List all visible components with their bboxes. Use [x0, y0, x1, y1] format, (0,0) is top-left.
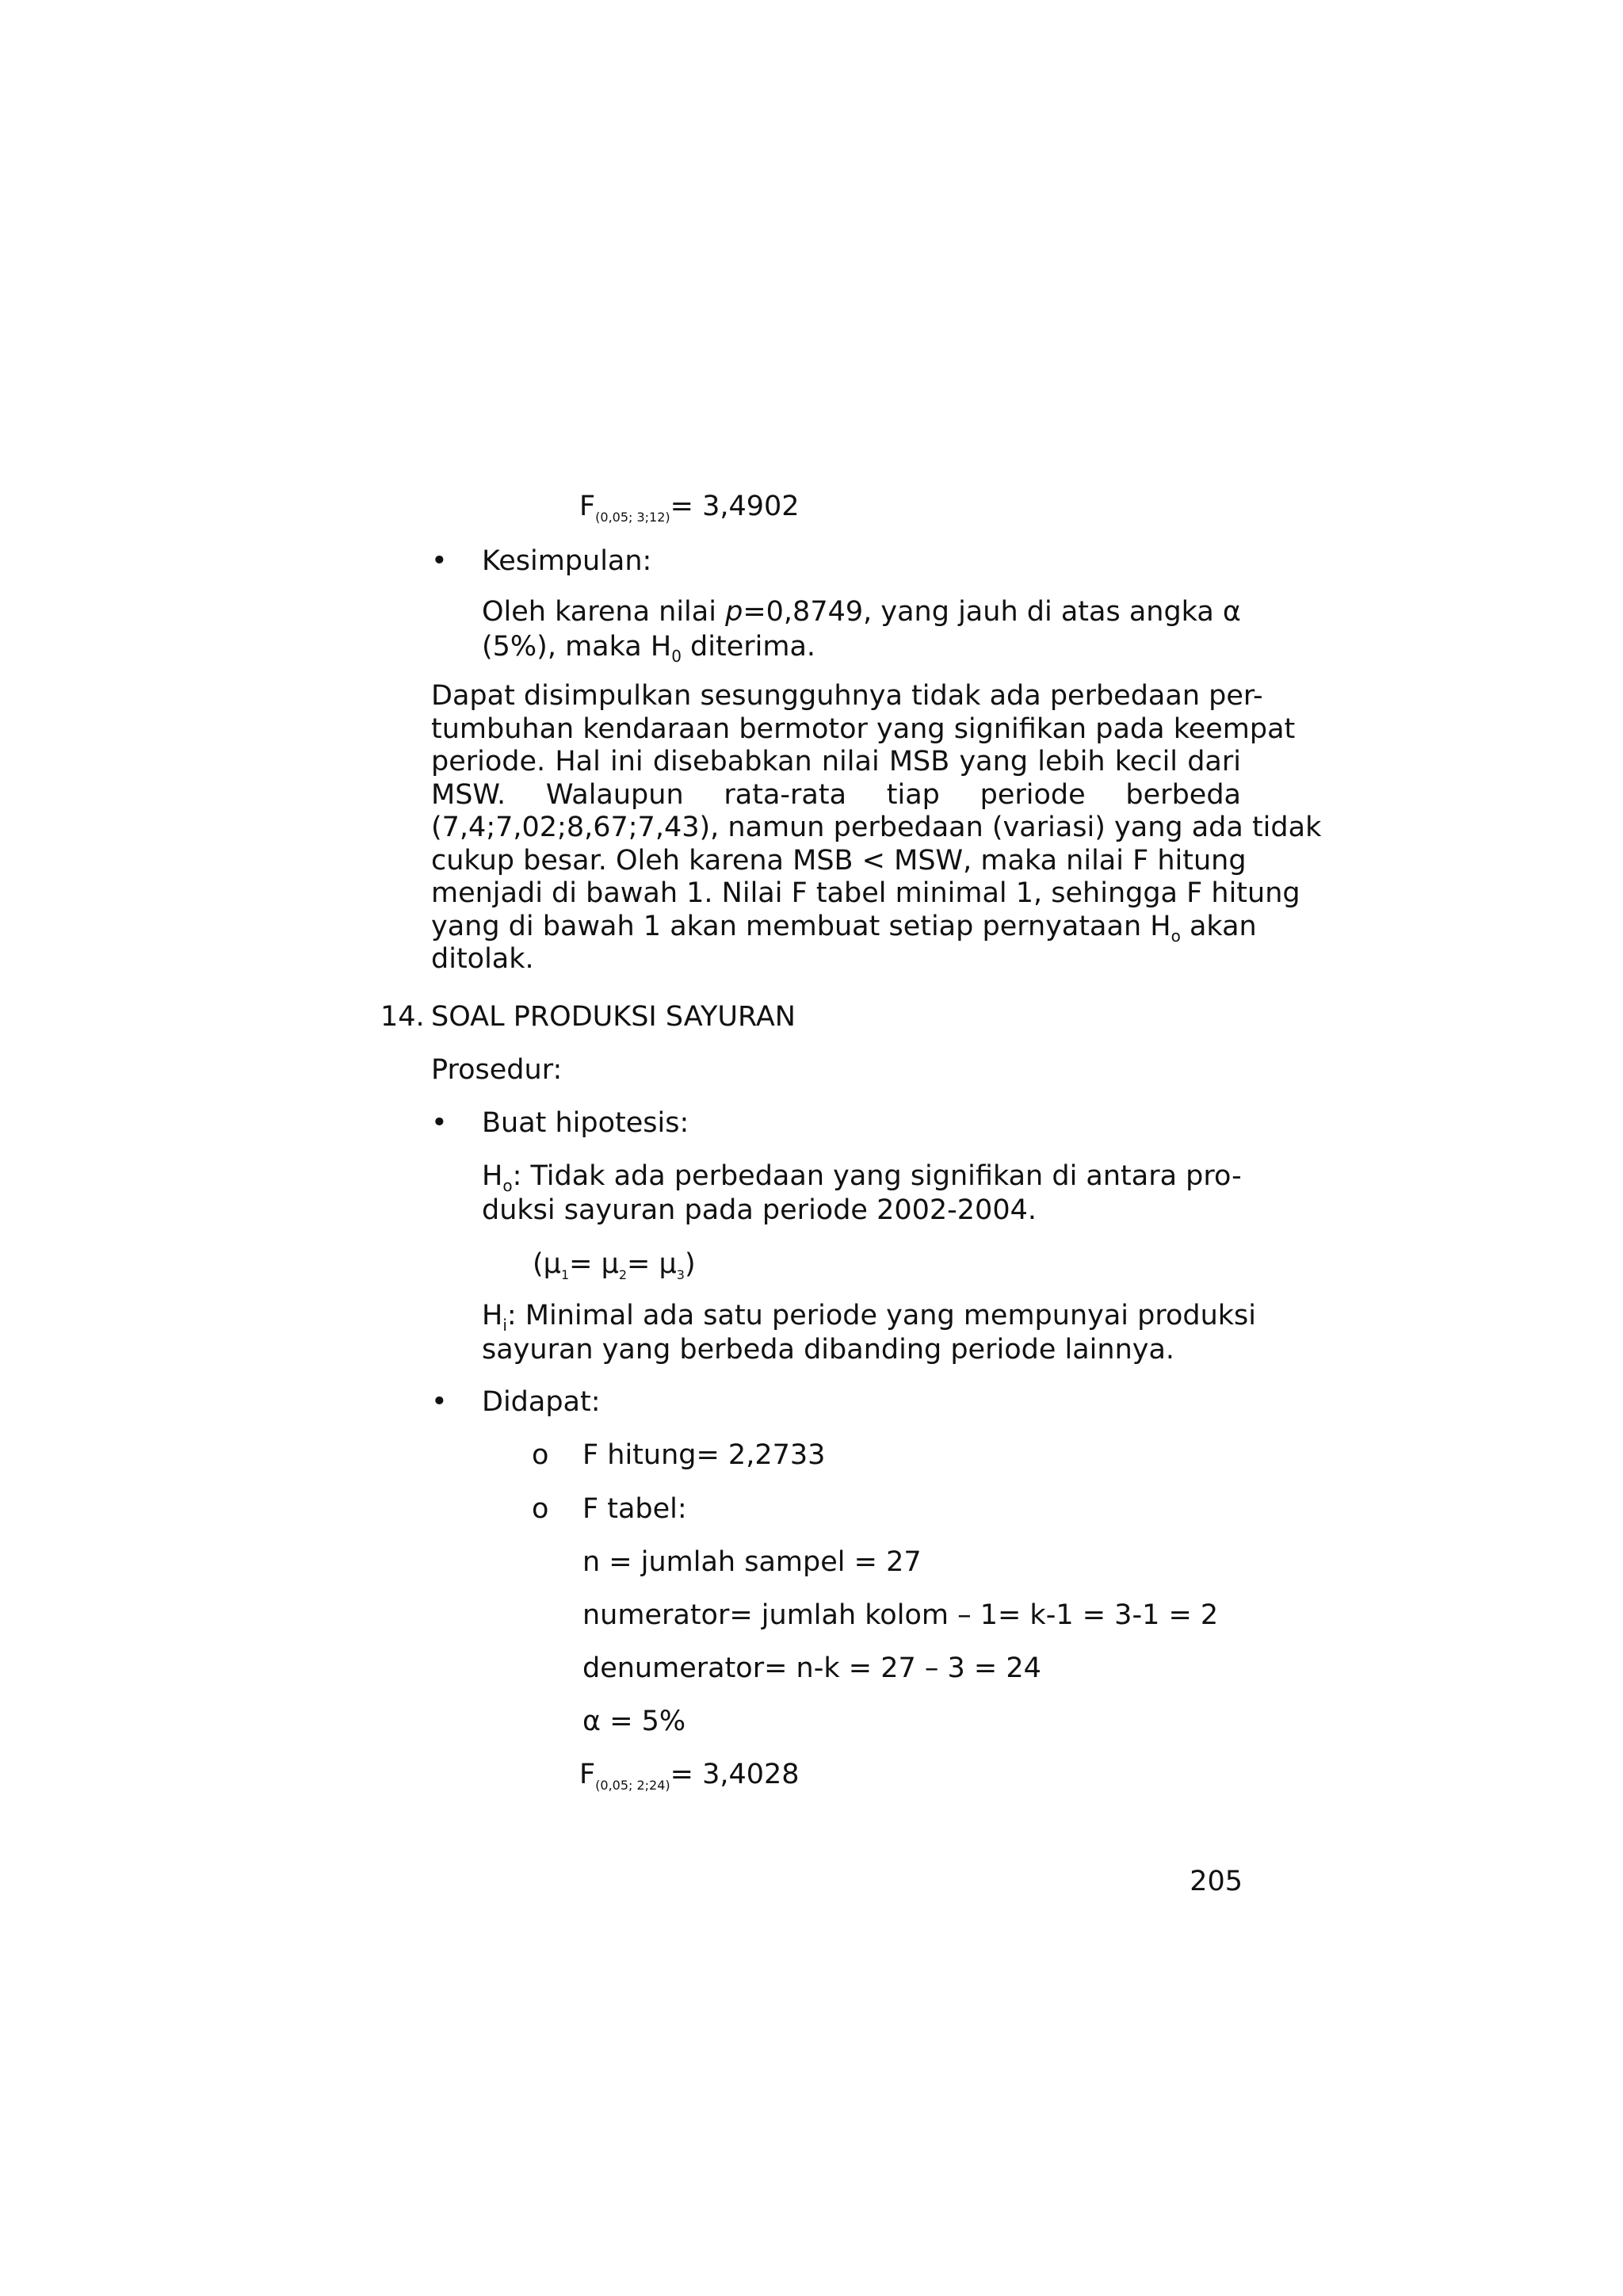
bullet-dot: •: [431, 1107, 448, 1139]
paragraph-line: cukup besar. Oleh karena MSB < MSW, maka nilai F hitung: [431, 844, 1247, 877]
paragraph-line: (7,4;7,02;8,67;7,43), namun perbedaan (variasi) yang ada tidak: [431, 812, 1322, 843]
paragraph-line: ditolak.: [431, 943, 534, 975]
f-table-result-1: $F_{(0,05; 3;12)}= 3,4902$: [579, 491, 800, 525]
didapat-label: Didapat:: [482, 1386, 601, 1418]
h1-line-2: sayuran yang berbeda dibanding periode lainnya.: [482, 1334, 1175, 1366]
bullet-circle: o: [532, 1439, 549, 1471]
f-hitung: F hitung= 2,2733: [582, 1439, 826, 1471]
hipotesis-label: Buat hipotesis:: [482, 1107, 689, 1139]
paragraph-line: periode. Hal ini disebabkan nilai MSB yang lebih kecil dari: [431, 746, 1241, 777]
mu-expression: $(\mu_1= \mu_2= \mu_3)$: [533, 1248, 696, 1282]
kesimpulan-label: Kesimpulan:: [482, 545, 652, 577]
paragraph-line: yang di bawah 1 akan membuat setiap pernyataan $H_o$ akan: [431, 910, 1257, 946]
alpha-line: α = 5%: [582, 1706, 686, 1737]
bullet-dot: •: [431, 1386, 448, 1418]
paragraph-line: Dapat disimpulkan sesungguhnya tidak ada perbedaan per-: [431, 680, 1263, 712]
n-line: n = jumlah sampel = 27: [582, 1546, 922, 1578]
paragraph-line: menjadi di bawah 1. Nilai F tabel minimal 1, sehingga F hitung: [431, 877, 1300, 909]
f-tabel-label: F tabel:: [582, 1493, 687, 1525]
kesimpulan-text-line-2: (5%), maka $H_0$ diterima.: [482, 631, 816, 666]
conclusion-paragraph: [431, 680, 1322, 976]
bullet-dot: •: [431, 545, 448, 577]
h1-line-1: $H_i$: Minimal ada satu periode yang mempunyai produksi: [482, 1300, 1257, 1335]
denumerator-line: denumerator= n-k = 27 – 3 = 24: [582, 1652, 1041, 1684]
kesimpulan-text-line-1: Oleh karena nilai p=0,8749, yang jauh di atas angka α: [482, 596, 1241, 628]
page-number: 205: [1190, 1866, 1243, 1897]
h0-line-2: duksi sayuran pada periode 2002-2004.: [482, 1194, 1037, 1226]
numerator-line: numerator= jumlah kolom – 1= k-1 = 3-1 = 2: [582, 1599, 1219, 1631]
paragraph-line: tumbuhan kendaraan bermotor yang signifikan pada keempat: [431, 712, 1296, 745]
h0-line-1: $H_o$: Tidak ada perbedaan yang signifikan di antara pro-: [482, 1160, 1242, 1195]
bullet-circle: o: [532, 1493, 549, 1525]
section-title: SOAL PRODUKSI SAYURAN: [431, 1001, 796, 1033]
paragraph-line: MSW. Walaupun rata-rata tiap periode berbeda: [431, 778, 1241, 811]
prosedur-label: Prosedur:: [431, 1054, 563, 1086]
f-table-result-2: $F_{(0,05; 2;24)}= 3,4028$: [579, 1759, 800, 1793]
section-number: 14.: [380, 1001, 425, 1033]
